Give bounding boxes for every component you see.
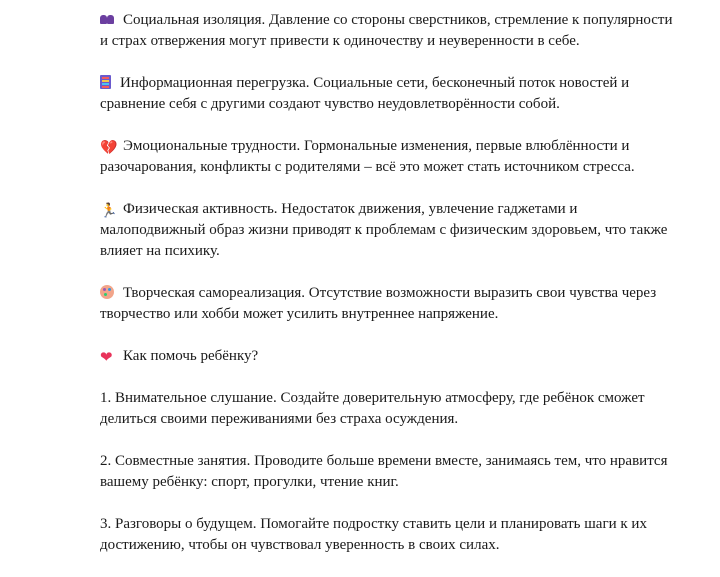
paragraph-social-isolation — [100, 10, 680, 52]
books-icon — [100, 75, 111, 89]
paragraph-text: Творческая самореализация. Отсутствие возможности выразить свои чувства через творчество или хобби может усилить внутреннее напряжение. — [100, 285, 657, 322]
heart-icon: ❤ — [100, 350, 113, 366]
people-icon — [100, 12, 114, 26]
paragraph-text: Информационная перегрузка. Социальные сети, бесконечный поток новостей и сравнение себя с другими создают чувство неудовлетворённости собой. — [100, 75, 630, 112]
paragraph-text: 2. Совместные занятия. Проводите больше времени вместе, занимаясь тем, что нравится вашему ребёнку: спорт, прогулки, чтение книг. — [100, 453, 668, 490]
paragraph-text: Физическая активность. Недостаток движения, увлечение гаджетами и малоподвижный образ жизни приводят к проблемам с физическим здоровьем, что также влияет на психику. — [100, 201, 668, 259]
paragraph-information-overload — [100, 73, 680, 115]
broken-heart-icon: 💔 — [100, 141, 118, 156]
paragraph-text: 1. Внимательное слушание. Создайте доверительную атмосферу, где ребёнок сможет делиться своими переживаниями без страха осуждения. — [100, 390, 645, 427]
tip-future-conversations — [100, 514, 680, 556]
document-body — [100, 10, 680, 577]
paragraph-creative-self-realization — [100, 283, 680, 325]
paragraph-text: 3. Разговоры о будущем. Помогайте подростку ставить цели и планировать шаги к их достижению, чтобы он чувствовал уверенность в своих силах. — [100, 516, 647, 553]
tip-attentive-listening — [100, 388, 680, 430]
tip-joint-activities — [100, 451, 680, 493]
runner-icon: 🏃 — [100, 204, 118, 219]
paragraph-physical-activity — [100, 199, 680, 262]
palette-icon — [100, 285, 114, 299]
paragraph-text: Социальная изоляция. Давление со стороны сверстников, стремление к популярности и страх отвержения могут привести к одиночеству и неуверенности в себе. — [100, 12, 673, 49]
paragraph-text: Эмоциональные трудности. Гормональные изменения, первые влюблённости и разочарования, конфликты с родителями – всё это может стать источником стресса. — [100, 138, 635, 175]
section-heading-how-to-help — [100, 346, 680, 367]
heading-text: Как помочь ребёнку? — [123, 348, 259, 364]
paragraph-emotional-difficulties — [100, 136, 680, 178]
